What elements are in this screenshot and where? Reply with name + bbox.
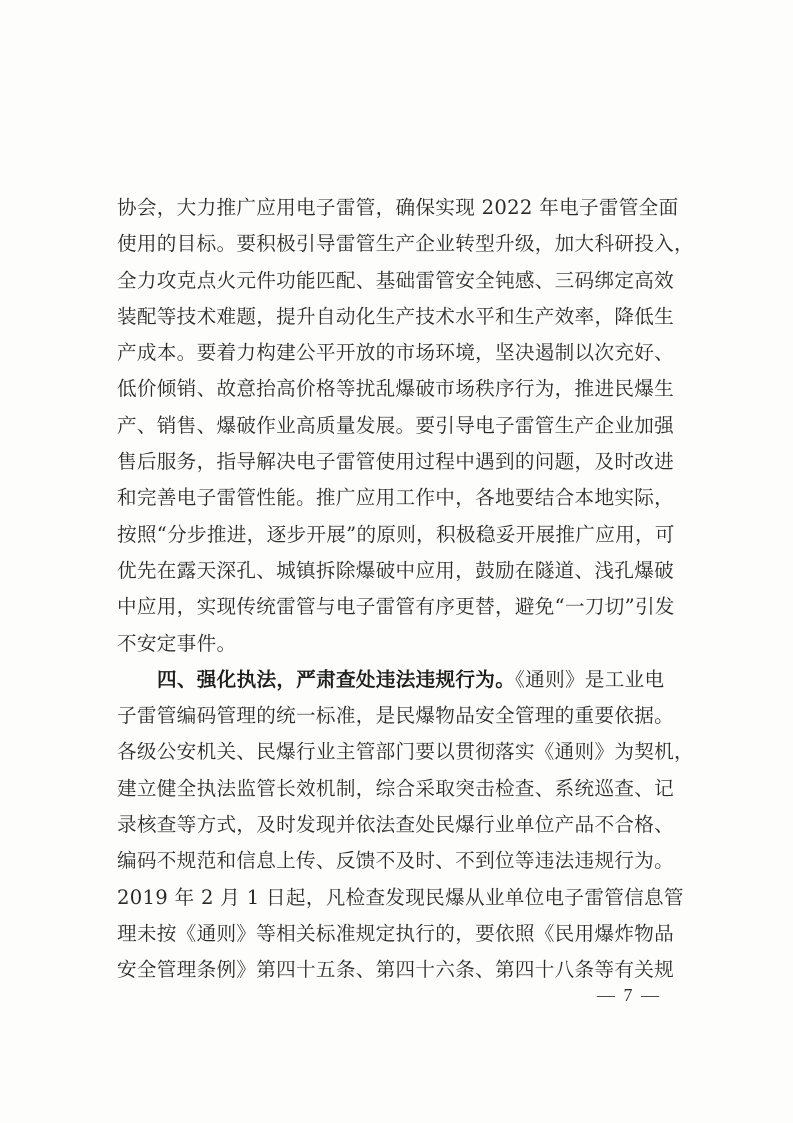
paragraph-line: 子雷管编码管理的统一标准，是民爆物品安全管理的重要依据。 (117, 704, 675, 728)
paragraph-line: 装配等技术难题，提升自动化生产技术水平和生产效率，降低生 (117, 304, 675, 328)
paragraph-line: 2019 年 2 月 1 日起，凡检查发现民爆从业单位电子雷管信息管 (117, 885, 684, 909)
paragraph-line: 安全管理条例》第四十五条、第四十六条、第四十八条等有关规 (117, 958, 675, 982)
paragraph-line: 录核查等方式，及时发现并依法查处民爆行业单位产品不合格、 (117, 813, 675, 837)
paragraph-line: 编码不规范和信息上传、反馈不及时、不到位等违法违规行为。 (117, 849, 675, 873)
paragraph-line: 产、销售、爆破作业高质量发展。要引导电子雷管生产企业加强 (117, 413, 675, 437)
paragraph-line: 中应用，实现传统雷管与电子雷管有序更替，避免“一刀切”引发 (117, 595, 675, 619)
paragraph-line: 优先在露天深孔、城镇拆除爆破中应用，鼓励在隧道、浅孔爆破 (117, 558, 675, 582)
paragraph-line: 各级公安机关、民爆行业主管部门要以贯彻落实《通则》为契机， (117, 740, 694, 764)
paragraph-line: 低价倾销、故意抬高价格等扰乱爆破市场秩序行为，推进民爆生 (117, 377, 675, 401)
paragraph-line: 售后服务，指导解决电子雷管使用过程中遇到的问题，及时改进 (117, 450, 675, 474)
paragraph-line: 理未按《通则》等相关标准规定执行的，要依照《民用爆炸物品 (117, 921, 675, 945)
paragraph-line: 按照“分步推进，逐步开展”的原则，积极稳妥开展推广应用，可 (117, 522, 675, 546)
section-heading: 四、强化执法，严肃查处违法违规行为。 (157, 667, 516, 691)
paragraph-line: 建立健全执法监管长效机制，综合采取突击检查、系统巡查、记 (117, 776, 675, 800)
section-heading-line (117, 662, 665, 698)
paragraph-line: 使用的目标。要积极引导雷管生产企业转型升级，加大科研投入， (117, 232, 694, 256)
paragraph-line: 和完善电子雷管性能。推广应用工作中，各地要结合本地实际， (117, 486, 675, 510)
paragraph-line: 协会，大力推广应用电子雷管，确保实现 2022 年电子雷管全面 (117, 196, 679, 219)
page-number: — 7 — (597, 985, 661, 1005)
section-heading-rest: 《通则》是工业电 (515, 667, 665, 691)
paragraph-line: 全力攻克点火元件功能匹配、基础雷管安全钝感、三码绑定高效 (117, 268, 675, 292)
paragraph-line: 产成本。要着力构建公平开放的市场环境，坚决遏制以次充好、 (117, 341, 675, 365)
body-text (117, 190, 694, 989)
paragraph-line: 不安定事件。 (117, 631, 237, 655)
